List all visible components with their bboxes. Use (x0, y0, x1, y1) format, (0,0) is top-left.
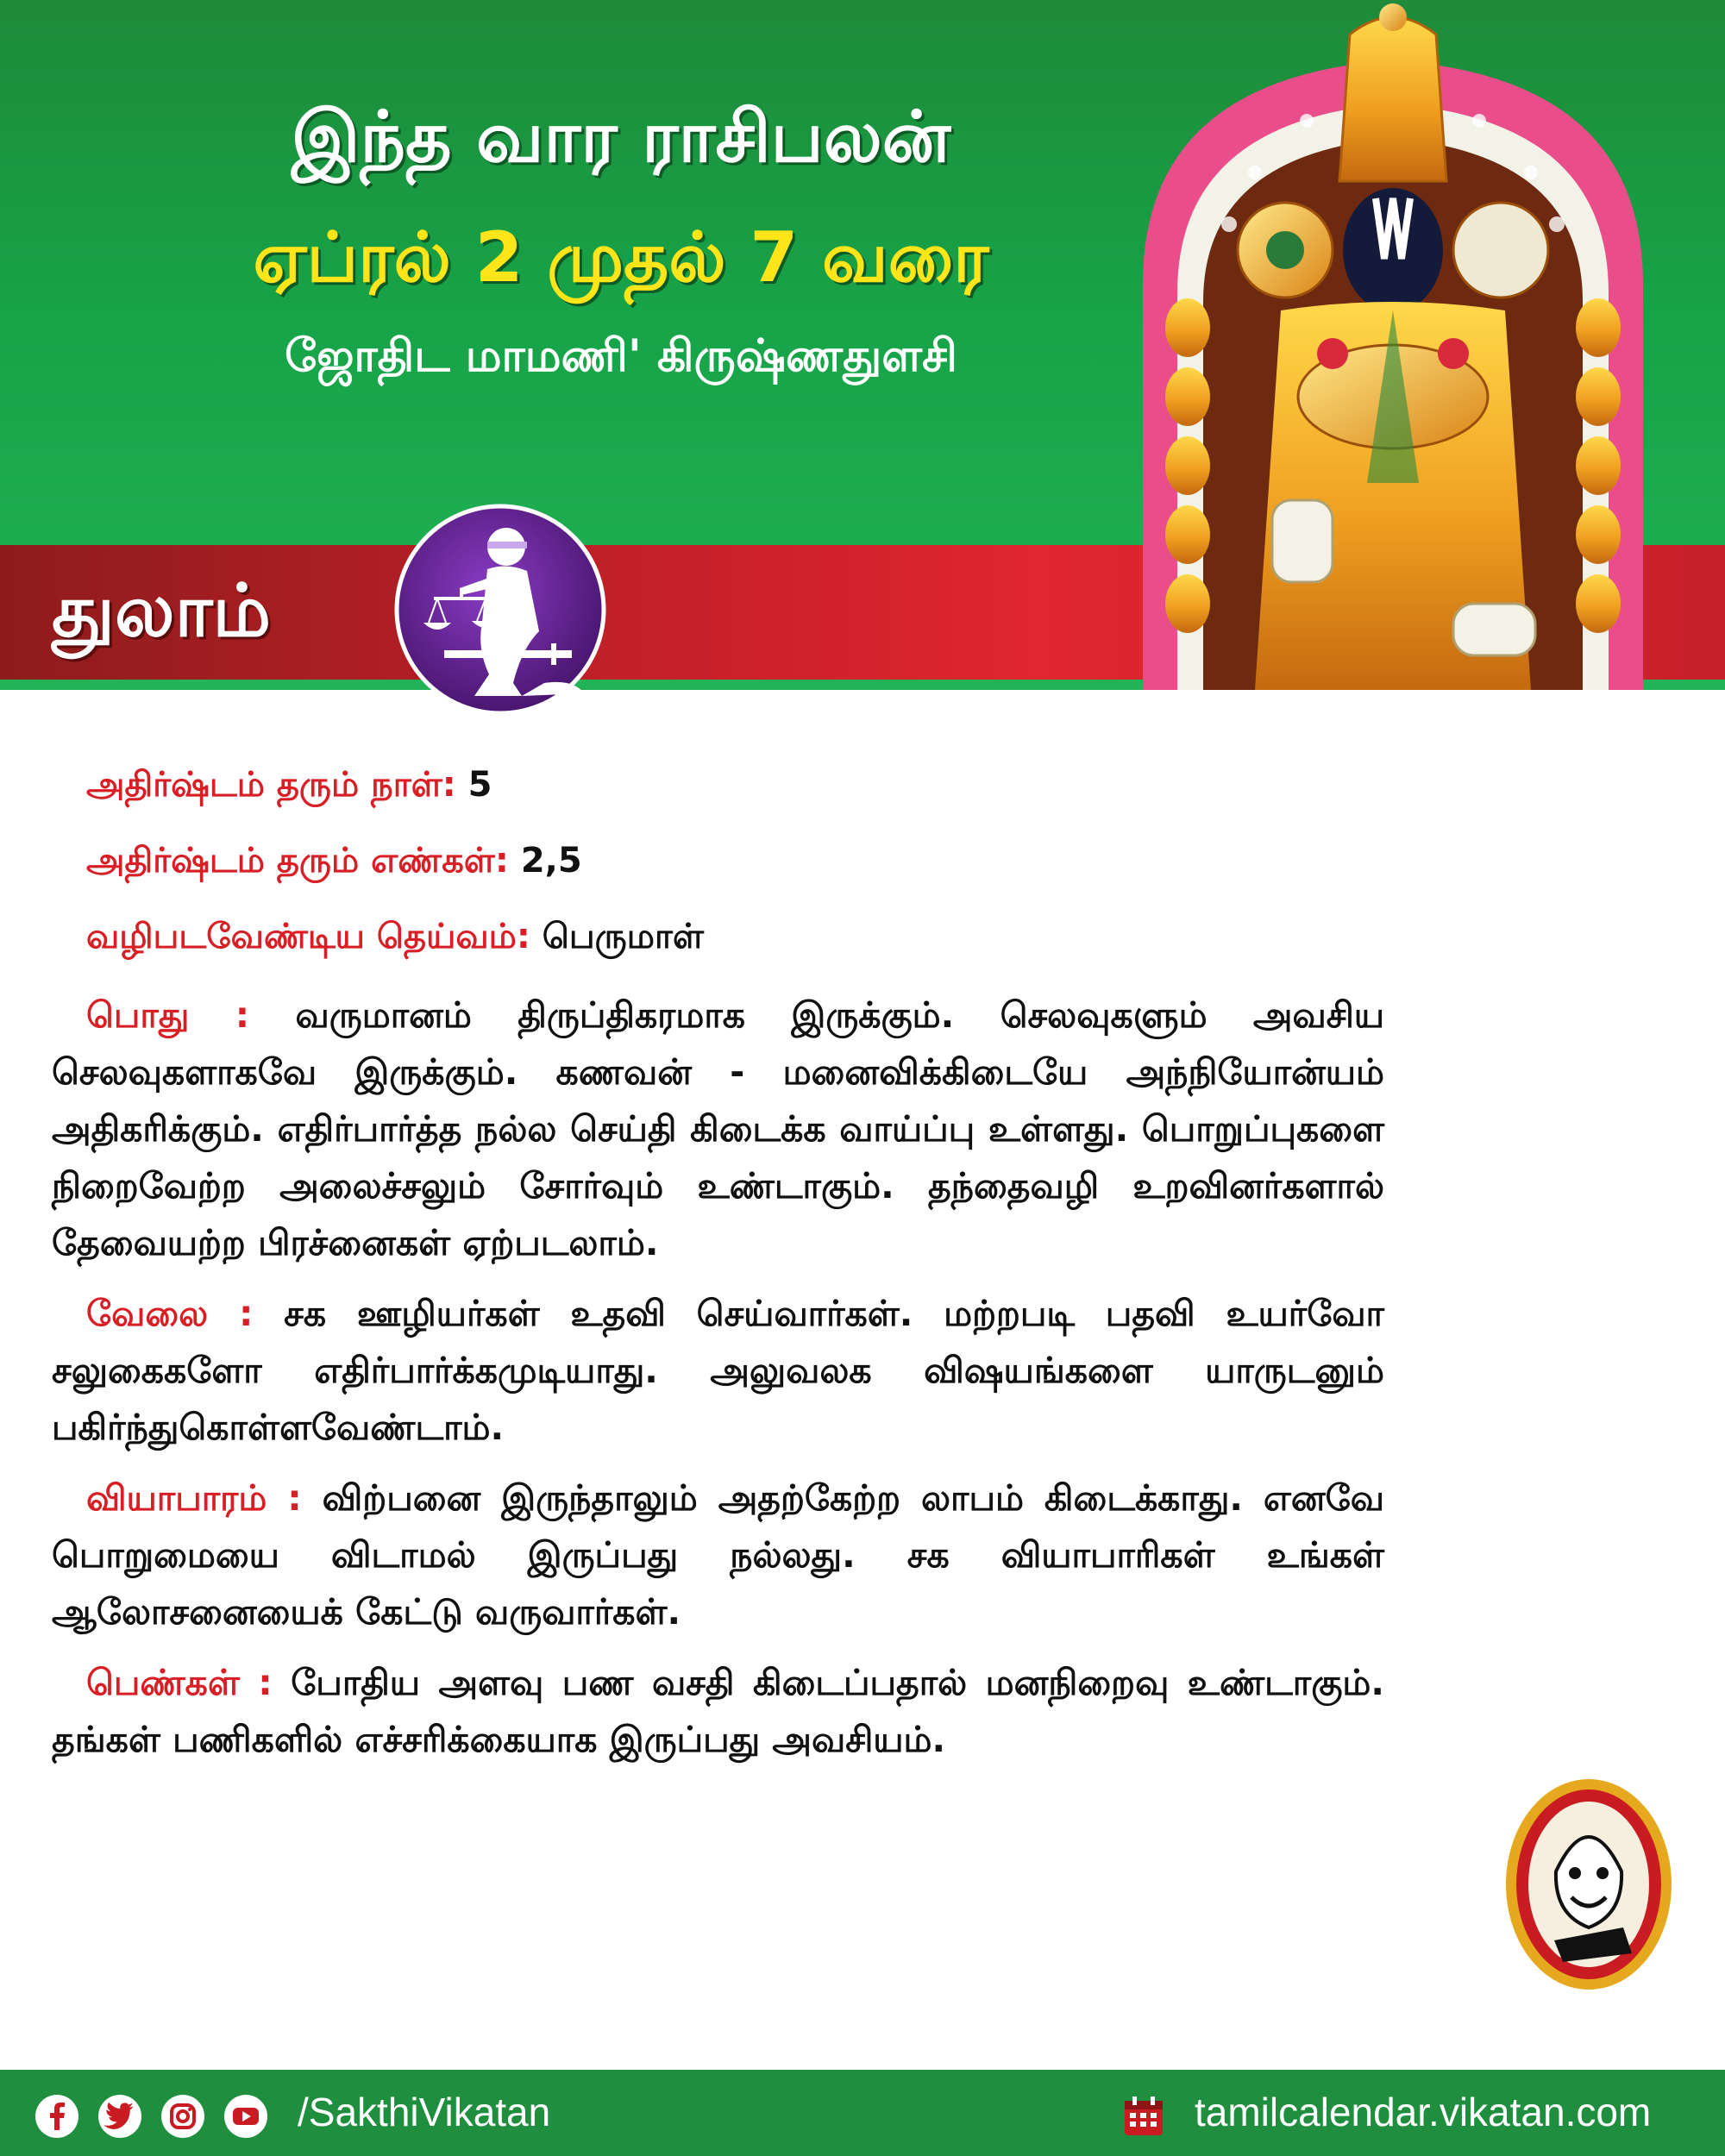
lucky-numbers (52, 835, 1384, 887)
lucky-numbers-value: 2,5 (520, 841, 582, 881)
page-title: இந்த வார ராசிபலன் (291, 97, 951, 179)
section-business (52, 1470, 1384, 1640)
libra-scales-icon (392, 502, 608, 718)
lucky-day (52, 759, 1384, 811)
vikatan-mascot-logo (1502, 1777, 1675, 1992)
facebook-icon[interactable] (34, 2094, 79, 2139)
calendar-icon (1121, 2094, 1166, 2139)
deity-image (1108, 0, 1678, 690)
author-name: ஜோதிட மாமணி' கிருஷ்ணதுளசி (285, 330, 957, 382)
section-job-label: வேலை : (86, 1293, 254, 1334)
twitter-icon[interactable] (97, 2094, 142, 2139)
instagram-icon[interactable] (160, 2094, 205, 2139)
worship-deity-label: வழிபடவேண்டிய தெய்வம்: (86, 917, 530, 956)
section-general (52, 987, 1384, 1271)
lucky-day-value: 5 (467, 765, 492, 805)
worship-deity-value: பெருமாள் (542, 917, 704, 956)
rasi-name: துலாம் (52, 568, 272, 653)
section-women (52, 1654, 1384, 1768)
content-body (52, 759, 1384, 1782)
social-handle[interactable]: /SakthiVikatan (298, 2090, 551, 2134)
section-business-label: வியாபாரம் : (86, 1477, 302, 1519)
section-women-label: பெண்கள் : (86, 1662, 273, 1703)
worship-deity (52, 911, 1384, 962)
website-url[interactable]: tamilcalendar.vikatan.com (1195, 2090, 1652, 2134)
section-general-text: வருமானம் திருப்திகரமாக இருக்கும். செலவுகளும் அவசிய செலவுகளாகவே இருக்கும். கணவன் - மனைவிக்கிடையே அந்நியோன்யம் அதிகரிக்கும். எதிர்பார்த்த நல்ல செய்தி கிடைக்க வாய்ப்பு உள்ளது. பொறுப்புகளை நிறைவேற்ற அலைச்சலும் சோர்வும் உண்டாகும். தந்தைவழி உறவினர்களால் தேவையற்ற பிரச்னைகள் ஏற்படலாம். (52, 994, 1384, 1263)
lucky-numbers-label: அதிர்ஷ்டம் தரும் எண்கள்: (86, 841, 509, 881)
lucky-day-label: அதிர்ஷ்டம் தரும் நாள்: (86, 765, 456, 805)
youtube-icon[interactable] (223, 2094, 268, 2139)
section-business-text: விற்பனை இருந்தாலும் அதற்கேற்ற லாபம் கிடைக்காது. எனவே பொறுமையை விடாமல் இருப்பது நல்லது. சக வியாபாரிகள் உங்கள் ஆலோசனையைக் கேட்டு வருவார்கள். (52, 1477, 1385, 1633)
date-range: ஏப்ரல் 2 முதல் 7 வரை (253, 217, 989, 298)
section-job (52, 1285, 1384, 1456)
section-women-text: போதிய அளவு பண வசதி கிடைப்பதால் மனநிறைவு உண்டாகும். தங்கள் பணிகளில் எச்சரிக்கையாக இருப்பது அவசியம். (52, 1662, 1384, 1760)
section-job-text: சக ஊழியர்கள் உதவி செய்வார்கள். மற்றபடி பதவி உயர்வோ சலுகைகளோ எதிர்பார்க்கமுடியாது. அலுவலக விஷயங்களை யாருடனும் பகிர்ந்துகொள்ளவேண்டாம். (52, 1293, 1384, 1448)
section-general-label: பொது : (86, 994, 250, 1036)
